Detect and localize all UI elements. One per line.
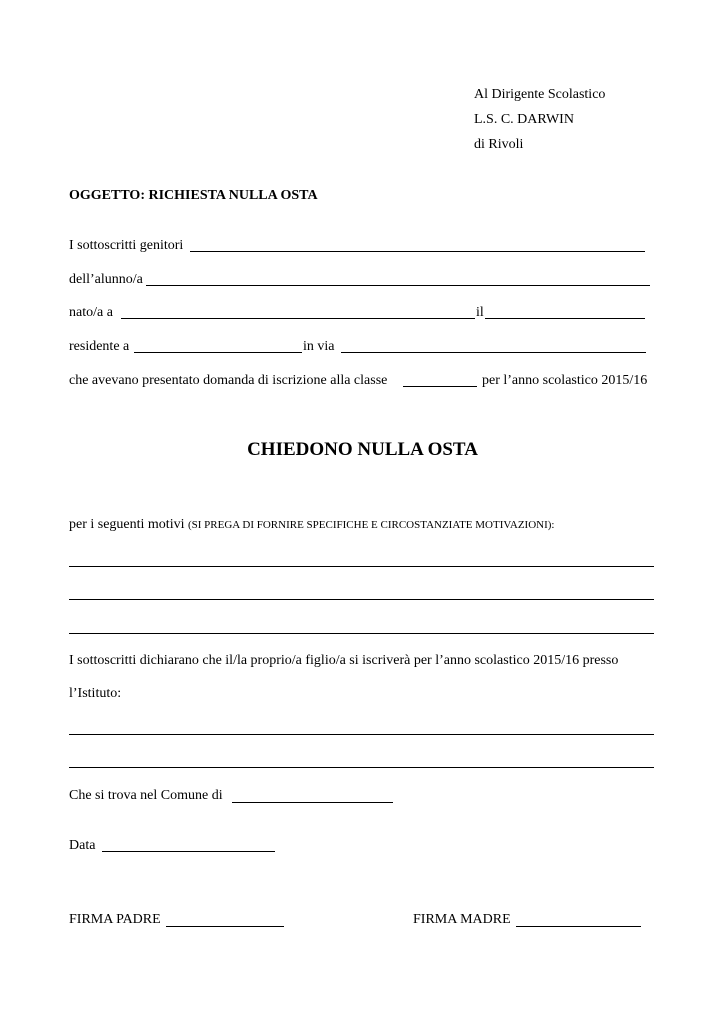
class-field[interactable] (403, 386, 477, 387)
year-text: per l’anno scolastico 2015/16 (482, 373, 648, 388)
parents-field[interactable] (190, 251, 645, 252)
student-field[interactable] (146, 285, 650, 286)
municipality-label: Che si trova nel Comune di (69, 788, 223, 803)
mother-signature-label: FIRMA MADRE (413, 912, 511, 927)
reasons-label: per i seguenti motivi (69, 517, 185, 532)
enrolled-text: che avevano presentato domanda di iscrizione alla classe (69, 373, 388, 388)
reasons-line-3[interactable] (69, 633, 654, 634)
recipient-line-2: L.S. C. DARWIN (474, 112, 574, 127)
recipient-line-1: Al Dirigente Scolastico (474, 87, 606, 102)
declaration-line-2: l’Istituto: (69, 686, 122, 701)
residence-label: residente a (69, 339, 130, 354)
street-label: in via (303, 339, 335, 354)
birthdate-label: il (476, 305, 484, 320)
date-field[interactable] (102, 851, 275, 852)
reasons-line-2[interactable] (69, 599, 654, 600)
student-label: dell’alunno/a (69, 272, 143, 287)
institute-line-1[interactable] (69, 734, 654, 735)
father-signature-field[interactable] (166, 926, 284, 927)
father-signature-label: FIRMA PADRE (69, 912, 161, 927)
birthdate-field[interactable] (485, 318, 645, 319)
street-field[interactable] (341, 352, 646, 353)
birthplace-label: nato/a a (69, 305, 113, 320)
subject-line: OGGETTO: RICHIESTA NULLA OSTA (69, 188, 318, 203)
residence-field[interactable] (134, 352, 302, 353)
recipient-line-3: di Rivoli (474, 137, 524, 152)
institute-line-2[interactable] (69, 767, 654, 768)
parents-label: I sottoscritti genitori (69, 238, 184, 253)
reasons-text (69, 516, 555, 534)
declaration-line-1: I sottoscritti dichiarano che il/la proprio/a figlio/a si iscriverà per l’anno scolastico 2015/16 presso (69, 653, 619, 668)
birthplace-field[interactable] (121, 318, 475, 319)
date-label: Data (69, 838, 96, 853)
reasons-line-1[interactable] (69, 566, 654, 567)
main-heading: CHIEDONO NULLA OSTA (247, 439, 478, 460)
municipality-field[interactable] (232, 802, 393, 803)
mother-signature-field[interactable] (516, 926, 641, 927)
reasons-note: (SI PREGA DI FORNIRE SPECIFICHE E CIRCOSTANZIATE MOTIVAZIONI): (187, 519, 555, 531)
